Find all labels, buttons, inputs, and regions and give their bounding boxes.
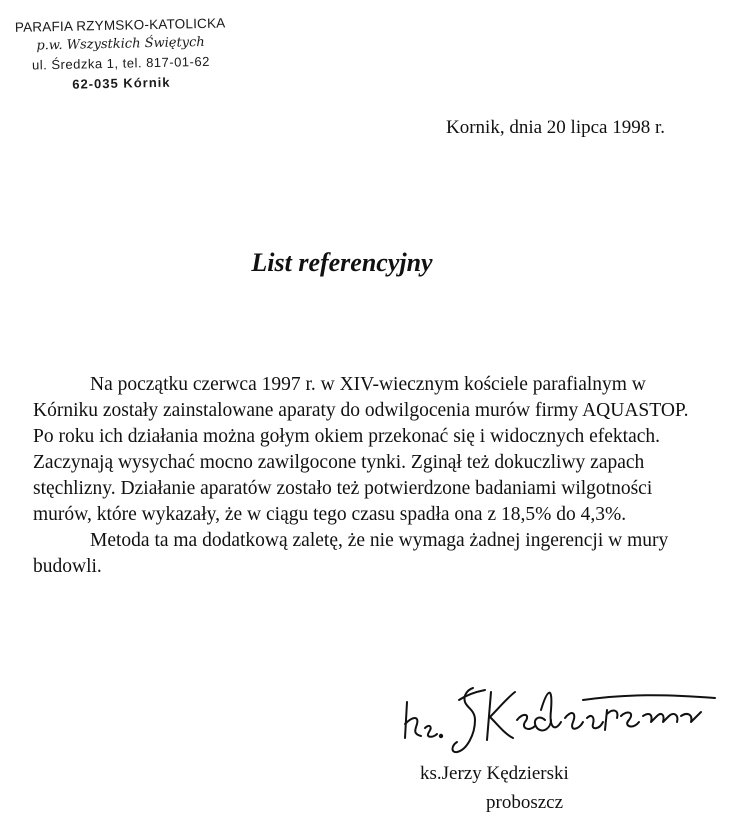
letter-body [33,372,693,580]
body-paragraph-2: Metoda ta ma dodatkową zaletę, że nie wymaga żadnej ingerencji w mury budowli. [33,530,669,577]
signatory-role: proboszcz [486,792,564,813]
stamp-postal-code: 62-035 Kórnik [72,74,171,92]
letter-date: Kornik, dnia 20 lipca 1998 r. [446,117,665,138]
signatory-name: ks.Jerzy Kędzierski [420,763,569,784]
stamp-parish-dedication: p.w. Wszystkich Świętych [36,34,205,54]
letter-title: List referencyjny [251,248,433,277]
stamp-address: ul. Średzka 1, tel. 817-01-62 [31,53,211,73]
stamp-parish-name: PARAFIA RZYMSKO-KATOLICKA [14,15,226,35]
body-paragraph-1: Na początku czerwca 1997 r. w XIV-wiecznym kościele parafialnym w Kórniku zostały zainstalowane aparaty do odwilgocenia murów firmy AQUASTOP. Po roku ich działania można gołym okiem przekonać się i widocznych efektach. Zaczynają wysychać mocno zawilgocone tynki. Zginął też dokuczliwy zapach stęchlizny. Działanie aparatów zostało też potwierdzone badaniami wilgotności murów, które wykazały, że w ciągu tego czasu spadła ona z 18,5% do 4,3%. [33,374,689,525]
parish-stamp [10,13,232,96]
handwritten-signature [395,680,735,755]
